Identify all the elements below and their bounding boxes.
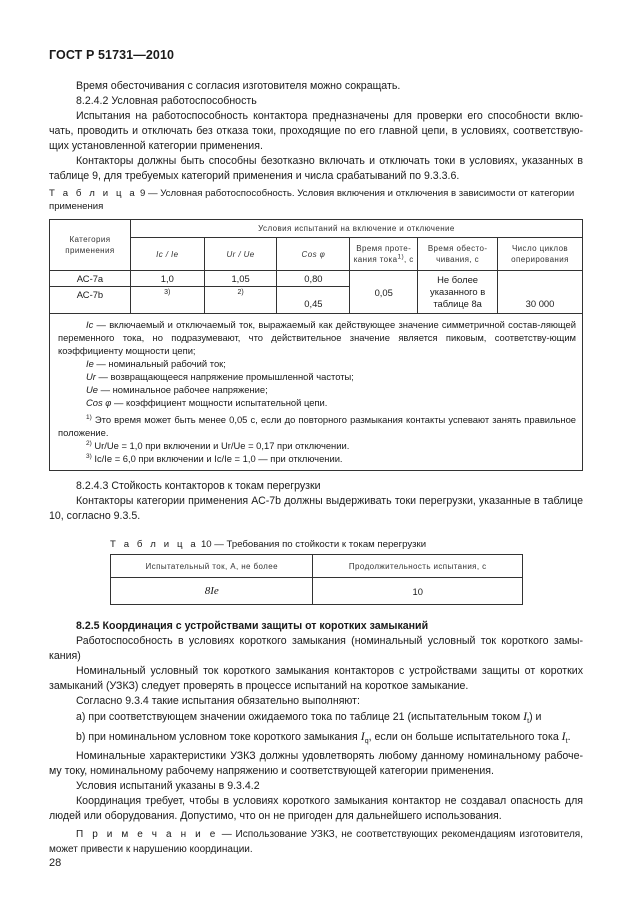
section-heading-8-2-4-3: 8.2.4.3 Стойкость контакторов к токам перегрузки xyxy=(76,480,321,492)
note-ie-text: — номинальный рабочий ток; xyxy=(93,358,226,369)
note-ic-text: — включаемый и отключаемый ток, выражаемый как действующее значение симметричной состав-ляющей переменного тока, но подразумевают, что действительное значение является пиковым, соответству-ющим коэффициенту мощности цепи; xyxy=(58,319,576,356)
note-cos-text: — коэффициент мощности испытательной цепи. xyxy=(111,397,328,408)
table9-row2-ur-ue: 2) xyxy=(204,287,277,314)
section-heading-8-2-4-2: 8.2.4.2 Условная работоспособность xyxy=(76,95,257,107)
table9-header-ic-ie: Ic / Ie xyxy=(130,238,204,271)
note-ie-symbol: Ie xyxy=(86,358,94,369)
table9-cycles-value: 30 000 xyxy=(498,271,583,314)
intro-paragraph-1: Время обесточивания с согласия изготовителя можно сокращать. xyxy=(76,80,401,92)
sc-item-b-symbol-2: I xyxy=(561,729,566,744)
table9-duration-value: 0,05 xyxy=(350,271,418,314)
table10-header-duration: Продолжительность испытания, с xyxy=(313,555,523,578)
footnote-3 xyxy=(58,452,576,465)
sc-item-a-end: ) и xyxy=(529,711,542,723)
table9-header-deenergize: Время обесто-чивания, с xyxy=(418,238,498,271)
note-ic xyxy=(58,318,576,357)
sc-note-text: — Использование УЗКЗ, не соответствующих рекомендациям изготовителя, может привести к нарушению координации. xyxy=(49,829,583,856)
footnote-2-mark: 2) xyxy=(86,439,92,447)
page-number: 28 xyxy=(49,857,62,869)
table10-caption xyxy=(110,538,523,551)
table9-caption-label: Т а б л и ц а xyxy=(49,188,138,199)
table9-caption-text: 9 — Условная работоспособность. Условия включения и отключения в зависимости от категории применения xyxy=(49,188,575,212)
note-ie xyxy=(58,357,576,370)
table9-header-duration-unit: , с xyxy=(404,255,414,264)
intro-paragraph-4: Контакторы должны быть способны безотказно включать и отключать токи в условиях, указанных в таблице 9, для требуемых категорий применения и числа срабатываний по 9.3.3.6. xyxy=(49,155,583,182)
note-ic-symbol: Ic xyxy=(86,319,94,330)
table9-caption xyxy=(49,187,583,213)
table9-header-ur-ue: Ur / Ue xyxy=(204,238,277,271)
sc-note-label: П р и м е ч а н и е xyxy=(76,829,218,841)
sc-paragraph-6: Условия испытаний указаны в 9.3.4.2 xyxy=(76,780,260,793)
table9-row2-ic-ie: 3) xyxy=(130,287,204,314)
footnote-3-text: Ic/Ie = 6,0 при включении и Ic/Ie = 1,0 — при отключении. xyxy=(91,453,343,464)
section-heading-8-2-5: 8.2.5 Координация с устройствами защиты от коротких замыканий xyxy=(76,620,429,632)
sc-item-b-subscript-2: t xyxy=(565,738,568,746)
sc-paragraph-7: Координация требует, чтобы в условиях короткого замыкания контактор не создавал опасность для людей или оборудования. Допустимо, что он не пригоден для дальнейшего использования. xyxy=(49,795,583,823)
table9-row2-cos: 0,45 xyxy=(277,287,350,314)
sc-item-b-subscript: q xyxy=(364,738,369,746)
table9-header-cos: Cos φ xyxy=(277,238,350,271)
sc-item-a-text: а) при соответствующем значении ожидаемого тока по таблице 21 (испытательным током xyxy=(76,711,521,723)
table9-header-group: Условия испытаний на включение и отключение xyxy=(130,220,582,238)
table-10 xyxy=(110,554,523,605)
table9-header-cycles: Число циклов оперирования xyxy=(498,238,583,271)
table10-caption-text: 10 — Требования по стойкости к токам перегрузки xyxy=(200,539,427,550)
sc-item-b-symbol: I xyxy=(360,729,365,744)
document-header: ГОСТ Р 51731—2010 xyxy=(49,48,175,62)
sc-paragraph-3: Согласно 9.3.4 такие испытания обязательно выполняют: xyxy=(76,695,360,707)
sc-paragraph-5: Номинальные характеристики УЗКЗ должны удовлетворять любому данному номинальному рабоче-му току, номинальному рабочему напряжению и соответствующей категории применения. xyxy=(49,750,583,778)
overload-section xyxy=(49,479,583,524)
overload-paragraph: Контакторы категории применения АС-7b должны выдерживать токи перегрузки, указанные в таблице 10, согласно 9.3.5. xyxy=(49,495,583,522)
table10-duration-value: 10 xyxy=(313,578,523,605)
footnote-1-text: Это время может быть менее 0,05 с, если до повторного размыкания контакты успевают занять правильное положение. xyxy=(58,414,576,438)
sc-note xyxy=(49,827,583,857)
table9-row2-category: АС-7b xyxy=(50,287,131,314)
table-9 xyxy=(49,219,583,471)
note-ur-text: — возвращающееся напряжение промышленной частоты; xyxy=(95,371,354,382)
sc-item-b-text: b) при номинальном условном токе короткого замыкания xyxy=(76,731,358,744)
sc-item-a-symbol: I xyxy=(523,709,528,723)
sc-paragraph-2: Номинальный условный ток короткого замыкания контакторов с устройствами защиты от коротких замыканий (УЗКЗ) следует проверять в процессе испытаний на короткое замыкание. xyxy=(49,665,583,692)
table9-row1-cos: 0,80 xyxy=(277,271,350,287)
footnote-2-text: Ur/Ue = 1,0 при включении и Ur/Ue = 0,17 при отключении. xyxy=(91,440,350,451)
note-cos xyxy=(58,396,576,409)
table10-header-current: Испытательный ток, А, не более xyxy=(111,555,313,578)
table10-caption-label: Т а б л и ц а xyxy=(110,539,199,550)
note-ur-symbol: Ur xyxy=(86,371,96,382)
short-circuit-section xyxy=(49,619,583,857)
footnote-1 xyxy=(58,413,576,439)
table10-current-value: 8Ie xyxy=(111,578,313,605)
footnote-3-mark: 3) xyxy=(86,452,92,460)
table9-header-duration-line2: кания тока xyxy=(353,255,398,264)
note-cos-symbol: Cos φ xyxy=(86,397,112,408)
table9-header-duration-line1: Время проте- xyxy=(356,244,412,253)
table9-row1-category: АС-7а xyxy=(50,271,131,287)
sc-item-b-middle: , если он больше испытательного тока xyxy=(368,731,559,744)
intro-paragraph-3: Испытания на работоспособность контактора предназначены для проверки его способности вклю-чать, проводить и отключать без отказа токи, проходящие по его главной цепи, в условиях, соответствую-щих установленной категории применения. xyxy=(49,110,583,152)
table9-notes xyxy=(50,314,583,471)
sc-item-a xyxy=(49,709,583,729)
table9-row1-ic-ie: 1,0 xyxy=(130,271,204,287)
table9-header-duration xyxy=(350,238,418,271)
sc-paragraph-1: Работоспособность в условиях короткого замыкания (номинальный условный ток короткого замы-кания) xyxy=(49,635,583,662)
note-ur xyxy=(58,370,576,383)
table9-header-category: Категория применения xyxy=(50,220,131,271)
note-ue xyxy=(58,383,576,396)
sc-item-a-subscript: t xyxy=(527,718,530,726)
table9-deenergize-value: Не более указанного в таблице 8а xyxy=(418,271,498,314)
sc-item-b-end: . xyxy=(567,731,571,744)
table9-header-duration-footnote: 1) xyxy=(397,253,405,261)
note-ue-symbol: Ue xyxy=(86,384,98,395)
footnote-2 xyxy=(58,439,576,452)
intro-section xyxy=(49,79,583,184)
table9-row1-ur-ue: 1,05 xyxy=(204,271,277,287)
sc-item-b xyxy=(49,729,583,749)
footnote-1-mark: 1) xyxy=(86,413,92,421)
note-ue-text: — номинальное рабочее напряжение; xyxy=(97,384,268,395)
